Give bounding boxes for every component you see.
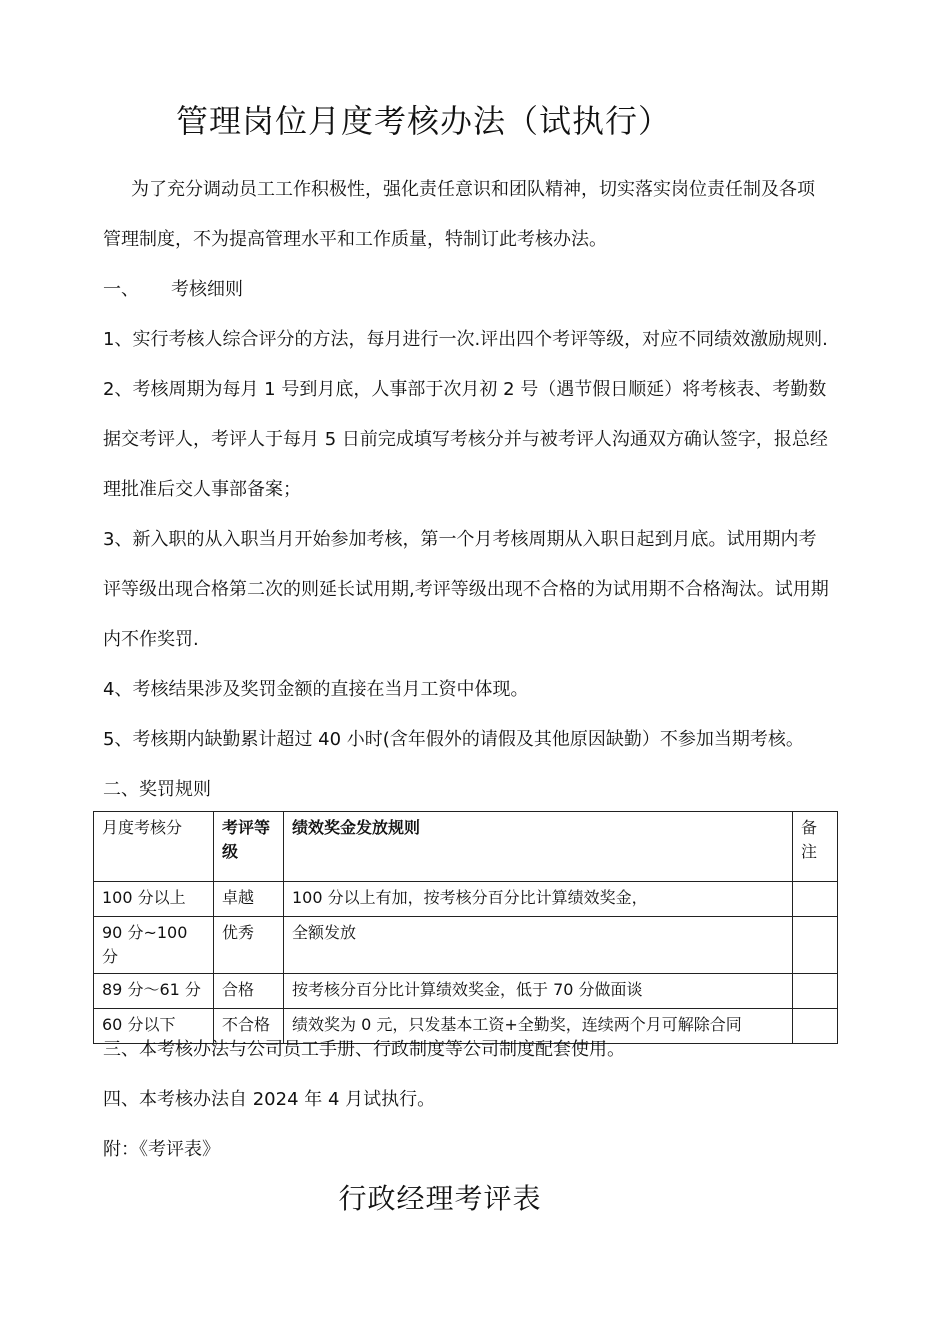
header-bonus-rule: 绩效奖金发放规则 (284, 812, 793, 882)
cell-score: 60 分以下 (94, 1009, 214, 1044)
section-1-number: 一、 (103, 279, 139, 300)
section-1-heading (103, 265, 883, 315)
cell-score: 100 分以上 (94, 882, 214, 917)
cell-grade: 卓越 (214, 882, 284, 917)
rule-item-2-line-1: 2、考核周期为每月 1 号到月底，人事部于次月初 2 号（遇节假日顺延）将考核表、考勤数 (103, 379, 827, 400)
table-row (94, 882, 838, 917)
section-1-title: 考核细则 (171, 279, 243, 300)
rule-item-5: 5、考核期内缺勤累计超过 40 小时(含年假外的请假及其他原因缺勤）不参加当期考核。 (103, 729, 804, 750)
rule-item-2-line-2: 据交考评人，考评人于每月 5 日前完成填写考核分并与被考评人沟通双方确认签字，报总经 (103, 429, 828, 450)
section-4: 四、本考核办法自 2024 年 4 月试执行。 (103, 1089, 436, 1110)
header-remark: 备注 (793, 812, 838, 882)
cell-remark (793, 882, 838, 917)
rule-item-4: 4、考核结果涉及奖罚金额的直接在当月工资中体现。 (103, 679, 529, 700)
intro-line-2: 管理制度，不为提高管理水平和工作质量，特制订此考核办法。 (103, 229, 607, 250)
evaluation-form-title: 行政经理考评表 (338, 1182, 542, 1215)
cell-rule: 全额发放 (284, 917, 793, 974)
section-2-heading: 二、奖罚规则 (103, 779, 211, 800)
header-score: 月度考核分 (94, 812, 214, 882)
rule-item-1: 1、实行考核人综合评分的方法，每月进行一次.评出四个考评等级，对应不同绩效激励规则. (103, 329, 828, 350)
cell-rule: 按考核分百分比计算绩效奖金，低于 70 分做面谈 (284, 974, 793, 1009)
cell-grade: 合格 (214, 974, 284, 1009)
rule-item-3-line-1: 3、新入职的从入职当月开始参加考核，第一个月考核周期从入职日起到月底。试用期内考 (103, 529, 817, 550)
cell-remark (793, 917, 838, 974)
attachment-note: 附：《考评表》 (103, 1139, 220, 1160)
table-header-row (94, 812, 838, 882)
reward-rules-table (93, 811, 838, 1044)
cell-score: 90 分~100 分 (94, 917, 214, 974)
cell-rule: 绩效奖为 0 元，只发基本工资+全勤奖，连续两个月可解除合同 (284, 1009, 793, 1044)
header-grade: 考评等级 (214, 812, 284, 882)
table-row (94, 917, 838, 974)
cell-remark (793, 974, 838, 1009)
cell-grade: 优秀 (214, 917, 284, 974)
section-3: 三、本考核办法与公司员工手册、行政制度等公司制度配套使用。 (103, 1039, 625, 1060)
document-title: 管理岗位月度考核办法（试执行） (176, 102, 672, 140)
rule-item-3-line-2: 评等级出现合格第二次的则延长试用期,考评等级出现不合格的为试用期不合格淘汰。试用期 (103, 579, 829, 600)
cell-score: 89 分～61 分 (94, 974, 214, 1009)
table-row (94, 974, 838, 1009)
cell-grade: 不合格 (214, 1009, 284, 1044)
cell-rule: 100 分以上有加，按考核分百分比计算绩效奖金， (284, 882, 793, 917)
rule-item-2-line-3: 理批准后交人事部备案； (103, 479, 301, 500)
rule-item-3-line-3: 内不作奖罚. (103, 629, 199, 650)
intro-line-1: 为了充分调动员工工作积极性，强化责任意识和团队精神，切实落实岗位责任制及各项 (131, 179, 815, 200)
